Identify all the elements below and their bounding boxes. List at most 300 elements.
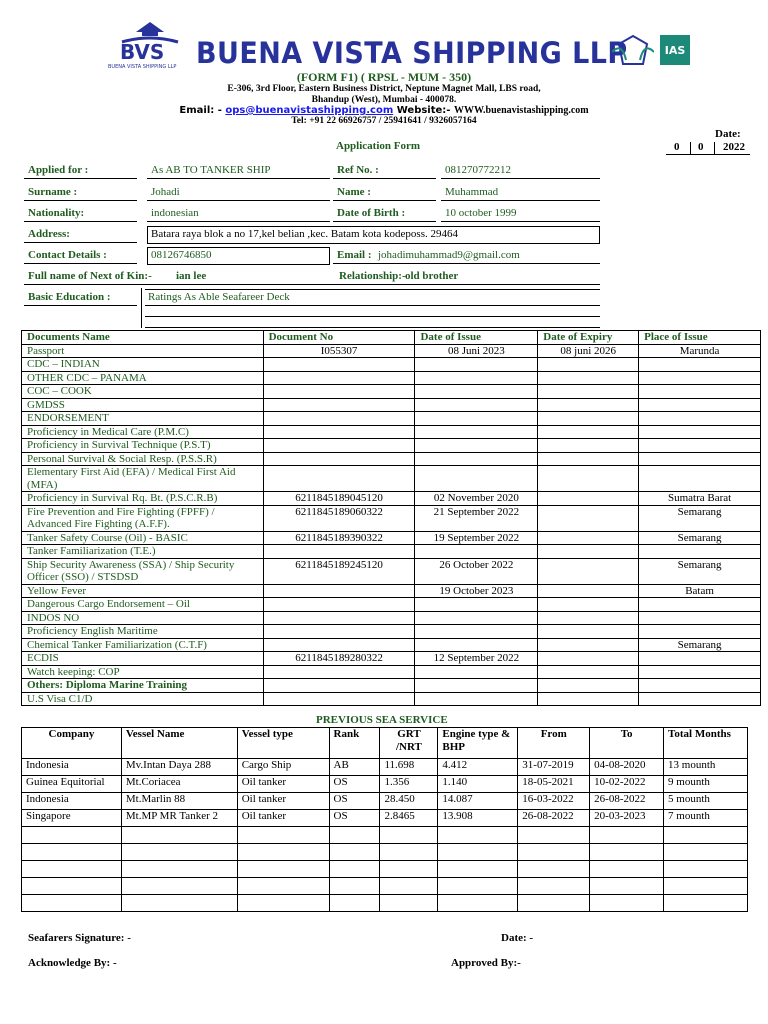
- documents-table: [21, 330, 761, 706]
- sea-service-cell[interactable]: 1.356: [380, 776, 438, 793]
- logo-subtitle: BUENA VISTA SHIPPING LLP: [108, 64, 177, 70]
- document-value-cell[interactable]: 12 September 2022: [415, 652, 538, 666]
- document-value-cell[interactable]: [263, 371, 415, 385]
- email-field[interactable]: johadimuhammad9@gmail.com: [378, 249, 520, 261]
- sea-service-cell[interactable]: [22, 861, 122, 878]
- document-value-cell[interactable]: [263, 358, 415, 372]
- emblem-icon: [612, 34, 654, 68]
- document-value-cell[interactable]: [538, 398, 639, 412]
- document-value-cell[interactable]: [538, 598, 639, 612]
- sea-service-cell[interactable]: [590, 844, 664, 861]
- document-name-cell: Proficiency in Survival Rq. Bt. (P.S.C.R.B): [22, 492, 264, 506]
- applied-for-field[interactable]: As AB TO TANKER SHIP: [151, 164, 271, 176]
- document-value-cell[interactable]: [538, 466, 639, 492]
- sea-service-cell[interactable]: [518, 895, 590, 912]
- sea-service-row: [22, 827, 748, 844]
- document-value-cell[interactable]: [263, 452, 415, 466]
- sea-service-cell[interactable]: Mt.Marlin 88: [121, 793, 237, 810]
- name-field[interactable]: Muhammad: [445, 186, 499, 198]
- sea-service-cell[interactable]: Guinea Equitorial: [22, 776, 122, 793]
- sea-service-cell[interactable]: [121, 878, 237, 895]
- form-code: (FORM F1) ( RPSL - MUM - 350): [296, 70, 472, 84]
- document-value-cell[interactable]: [639, 625, 761, 639]
- sea-service-cell[interactable]: [518, 827, 590, 844]
- document-value-cell[interactable]: 21 September 2022: [415, 505, 538, 531]
- documents-header-cell: Documents Name: [22, 331, 264, 345]
- sea-service-cell[interactable]: Oil tanker: [237, 810, 329, 827]
- kin-field[interactable]: ian lee: [176, 270, 207, 282]
- document-row: [22, 398, 761, 412]
- ref-no-field[interactable]: 081270772212: [445, 164, 511, 176]
- document-value-cell[interactable]: [263, 625, 415, 639]
- document-value-cell[interactable]: [639, 598, 761, 612]
- document-value-cell[interactable]: [639, 412, 761, 426]
- sea-service-cell[interactable]: [664, 895, 748, 912]
- document-value-cell[interactable]: [415, 385, 538, 399]
- sea-service-cell[interactable]: Oil tanker: [237, 793, 329, 810]
- sea-service-cell[interactable]: 11.698: [380, 759, 438, 776]
- document-value-cell[interactable]: [538, 505, 639, 531]
- document-value-cell[interactable]: [538, 412, 639, 426]
- sea-service-cell[interactable]: Mt.Coriacea: [121, 776, 237, 793]
- document-value-cell[interactable]: [639, 692, 761, 706]
- document-value-cell[interactable]: 6211845189280322: [263, 652, 415, 666]
- document-value-cell[interactable]: [538, 692, 639, 706]
- sea-service-cell[interactable]: 13 mounth: [664, 759, 748, 776]
- sea-service-cell[interactable]: 18-05-2021: [518, 776, 590, 793]
- document-name-cell: CDC – INDIAN: [22, 358, 264, 372]
- documents-header-cell: Document No: [263, 331, 415, 345]
- document-row: [22, 439, 761, 453]
- document-value-cell[interactable]: Batam: [639, 584, 761, 598]
- sea-service-cell[interactable]: [438, 895, 518, 912]
- document-row: [22, 425, 761, 439]
- document-value-cell[interactable]: [538, 452, 639, 466]
- document-value-cell[interactable]: [263, 425, 415, 439]
- document-row: [22, 611, 761, 625]
- document-value-cell[interactable]: [639, 652, 761, 666]
- document-name-cell: Elementary First Aid (EFA) / Medical First Aid (MFA): [22, 466, 264, 492]
- document-value-cell[interactable]: [639, 611, 761, 625]
- documents-header-cell: Date of Issue: [415, 331, 538, 345]
- sea-service-cell[interactable]: AB: [329, 759, 380, 776]
- document-value-cell[interactable]: [538, 652, 639, 666]
- document-value-cell[interactable]: [415, 679, 538, 693]
- document-value-cell[interactable]: [538, 385, 639, 399]
- ref-no-label: Ref No. :: [337, 164, 379, 176]
- sea-service-row: [22, 810, 748, 827]
- document-value-cell[interactable]: [415, 425, 538, 439]
- sea-service-header-cell: Engine type & BHP: [438, 728, 518, 759]
- sea-service-header-row: [22, 728, 748, 759]
- document-value-cell[interactable]: 19 October 2023: [415, 584, 538, 598]
- sea-service-cell[interactable]: [22, 844, 122, 861]
- document-value-cell[interactable]: [639, 439, 761, 453]
- document-row: [22, 531, 761, 545]
- document-value-cell[interactable]: 6211845189045120: [263, 492, 415, 506]
- sea-service-header-cell: Vessel type: [237, 728, 329, 759]
- kin-label: Full name of Next of Kin:-: [28, 270, 152, 282]
- document-name-cell: Proficiency in Survival Technique (P.S.T): [22, 439, 264, 453]
- sea-service-cell[interactable]: 20-03-2023: [590, 810, 664, 827]
- form-title: Application Form: [336, 140, 421, 152]
- sea-service-cell[interactable]: 28.450: [380, 793, 438, 810]
- document-value-cell[interactable]: [263, 679, 415, 693]
- document-value-cell[interactable]: [538, 638, 639, 652]
- sea-service-cell[interactable]: 4.412: [438, 759, 518, 776]
- document-row: [22, 652, 761, 666]
- sea-service-cell[interactable]: [237, 878, 329, 895]
- document-row: [22, 638, 761, 652]
- sea-service-cell[interactable]: [121, 827, 237, 844]
- sea-service-header-cell: To: [590, 728, 664, 759]
- document-row: [22, 625, 761, 639]
- documents-header-cell: Date of Expiry: [538, 331, 639, 345]
- acknowledged-by: Acknowledge By: -: [28, 957, 117, 969]
- contact-value: 08126746850: [151, 249, 212, 261]
- address-label: Address:: [28, 228, 70, 240]
- sea-service-header-cell: Rank: [329, 728, 380, 759]
- document-value-cell[interactable]: Semarang: [639, 558, 761, 584]
- document-value-cell[interactable]: [415, 371, 538, 385]
- website-label: Website:-: [396, 105, 451, 116]
- document-value-cell[interactable]: [538, 679, 639, 693]
- nationality-label: Nationality:: [28, 207, 85, 219]
- contact-field[interactable]: [147, 247, 330, 265]
- document-value-cell[interactable]: [639, 385, 761, 399]
- sea-service-cell[interactable]: [121, 844, 237, 861]
- document-value-cell[interactable]: [639, 679, 761, 693]
- sea-service-cell[interactable]: [329, 827, 380, 844]
- document-name-cell: Dangerous Cargo Endorsement – Oil: [22, 598, 264, 612]
- sea-service-cell[interactable]: Oil tanker: [237, 776, 329, 793]
- document-value-cell[interactable]: 08 Juni 2023: [415, 344, 538, 358]
- document-value-cell[interactable]: [415, 398, 538, 412]
- document-value-cell[interactable]: [639, 452, 761, 466]
- sea-service-cell[interactable]: [380, 895, 438, 912]
- document-value-cell[interactable]: [415, 638, 538, 652]
- sea-service-cell[interactable]: [590, 895, 664, 912]
- sea-service-header-cell: Vessel Name: [121, 728, 237, 759]
- document-value-cell[interactable]: [263, 412, 415, 426]
- document-row: [22, 505, 761, 531]
- sea-service-cell[interactable]: 5 mounth: [664, 793, 748, 810]
- document-row: [22, 679, 761, 693]
- sea-service-cell[interactable]: [590, 878, 664, 895]
- document-value-cell[interactable]: [538, 492, 639, 506]
- sea-service-cell[interactable]: [237, 895, 329, 912]
- document-value-cell[interactable]: [538, 584, 639, 598]
- document-value-cell[interactable]: [415, 466, 538, 492]
- date-year[interactable]: 2022: [723, 141, 745, 153]
- company-address-line2: Bhandup (West), Mumbai - 400078.: [311, 95, 457, 105]
- sea-service-cell[interactable]: 04-08-2020: [590, 759, 664, 776]
- document-value-cell[interactable]: [263, 692, 415, 706]
- document-name-cell: Yellow Fever: [22, 584, 264, 598]
- signature-date: Date: -: [501, 932, 534, 944]
- document-value-cell[interactable]: Semarang: [639, 531, 761, 545]
- document-name-cell: Chemical Tanker Familiarization (C.T.F): [22, 638, 264, 652]
- document-row: [22, 344, 761, 358]
- dob-label: Date of Birth :: [337, 207, 406, 219]
- sea-service-header-cell: GRT /NRT: [380, 728, 438, 759]
- sea-service-cell[interactable]: 26-08-2022: [518, 810, 590, 827]
- approved-by: Approved By:-: [451, 957, 521, 969]
- document-value-cell[interactable]: [639, 545, 761, 559]
- document-value-cell[interactable]: Sumatra Barat: [639, 492, 761, 506]
- date-boxes: [666, 141, 750, 155]
- sea-service-cell[interactable]: 2.8465: [380, 810, 438, 827]
- sea-service-cell[interactable]: Cargo Ship: [237, 759, 329, 776]
- document-value-cell[interactable]: [263, 398, 415, 412]
- document-value-cell[interactable]: [538, 358, 639, 372]
- sea-service-cell[interactable]: [22, 878, 122, 895]
- document-value-cell[interactable]: [415, 358, 538, 372]
- sea-service-cell[interactable]: [518, 844, 590, 861]
- email-field-label: Email :: [337, 249, 372, 261]
- document-value-cell[interactable]: [639, 398, 761, 412]
- sea-service-row: [22, 878, 748, 895]
- sea-service-cell[interactable]: [664, 827, 748, 844]
- applied-for-label: Applied for :: [28, 164, 89, 176]
- logo-short: BVS: [120, 40, 165, 64]
- sea-service-cell[interactable]: [438, 878, 518, 895]
- document-row: [22, 692, 761, 706]
- document-value-cell[interactable]: [263, 545, 415, 559]
- sea-service-cell[interactable]: [22, 827, 122, 844]
- document-row: [22, 412, 761, 426]
- document-value-cell[interactable]: 02 November 2020: [415, 492, 538, 506]
- documents-header-cell: Place of Issue: [639, 331, 761, 345]
- document-value-cell[interactable]: [415, 439, 538, 453]
- sea-service-header-cell: Company: [22, 728, 122, 759]
- document-value-cell[interactable]: [415, 611, 538, 625]
- address-value: Batara raya blok a no 17,kel belian ,kec. Batam kota kodeposs. 29464: [151, 228, 458, 240]
- sea-service-cell[interactable]: 13.908: [438, 810, 518, 827]
- sea-service-cell[interactable]: [329, 861, 380, 878]
- document-row: [22, 584, 761, 598]
- sea-service-cell[interactable]: Indonesia: [22, 759, 122, 776]
- sea-service-row: [22, 793, 748, 810]
- document-value-cell[interactable]: [538, 371, 639, 385]
- documents-header-row: [22, 331, 761, 345]
- sea-service-cell[interactable]: [329, 844, 380, 861]
- sea-service-cell[interactable]: [518, 861, 590, 878]
- document-name-cell: U.S Visa C1/D: [22, 692, 264, 706]
- document-row: [22, 665, 761, 679]
- contact-line: [0, 105, 768, 116]
- document-row: [22, 466, 761, 492]
- document-name-cell: ECDIS: [22, 652, 264, 666]
- sea-service-cell[interactable]: [237, 844, 329, 861]
- document-name-cell: INDOS NO: [22, 611, 264, 625]
- ias-badge: IAS: [660, 35, 690, 65]
- document-value-cell[interactable]: [263, 598, 415, 612]
- sea-service-cell[interactable]: OS: [329, 793, 380, 810]
- document-value-cell[interactable]: 6211845189245120: [263, 558, 415, 584]
- document-value-cell[interactable]: [538, 611, 639, 625]
- document-value-cell[interactable]: [263, 665, 415, 679]
- document-value-cell[interactable]: [639, 665, 761, 679]
- sea-service-cell[interactable]: [121, 895, 237, 912]
- document-value-cell[interactable]: [263, 439, 415, 453]
- sea-service-cell[interactable]: Indonesia: [22, 793, 122, 810]
- document-value-cell[interactable]: Semarang: [639, 505, 761, 531]
- date-month[interactable]: 0: [698, 141, 704, 153]
- sea-service-header-cell: Total Months: [664, 728, 748, 759]
- document-value-cell[interactable]: [538, 558, 639, 584]
- sea-service-cell[interactable]: [590, 827, 664, 844]
- sea-service-cell[interactable]: [380, 844, 438, 861]
- document-value-cell[interactable]: [263, 385, 415, 399]
- sea-service-cell[interactable]: [121, 861, 237, 878]
- sea-service-row: [22, 759, 748, 776]
- document-value-cell[interactable]: [263, 638, 415, 652]
- name-label: Name :: [337, 186, 371, 198]
- sea-service-cell[interactable]: OS: [329, 776, 380, 793]
- document-value-cell[interactable]: [415, 452, 538, 466]
- sea-service-cell[interactable]: [664, 844, 748, 861]
- date-day[interactable]: 0: [674, 141, 680, 153]
- document-name-cell: ENDORSEMENT: [22, 412, 264, 426]
- document-name-cell: Passport: [22, 344, 264, 358]
- document-value-cell[interactable]: [415, 665, 538, 679]
- company-address-line1: E-306, 3rd Floor, Eastern Business District, Neptune Magnet Mall, LBS road,: [227, 84, 541, 94]
- document-row: [22, 492, 761, 506]
- address-field[interactable]: [147, 226, 600, 244]
- document-value-cell[interactable]: [639, 425, 761, 439]
- sea-service-cell[interactable]: OS: [329, 810, 380, 827]
- sea-service-cell[interactable]: [438, 844, 518, 861]
- document-name-cell: Proficiency English Maritime: [22, 625, 264, 639]
- sea-service-cell[interactable]: 1.140: [438, 776, 518, 793]
- document-value-cell[interactable]: 6211845189060322: [263, 505, 415, 531]
- date-label: Date:: [715, 128, 741, 140]
- document-value-cell[interactable]: [538, 439, 639, 453]
- document-value-cell[interactable]: [415, 625, 538, 639]
- sea-service-cell[interactable]: [237, 861, 329, 878]
- document-value-cell[interactable]: [538, 625, 639, 639]
- document-value-cell[interactable]: [415, 598, 538, 612]
- document-value-cell[interactable]: 08 juni 2026: [538, 344, 639, 358]
- document-row: [22, 358, 761, 372]
- sea-service-cell[interactable]: [380, 861, 438, 878]
- document-value-cell[interactable]: [538, 425, 639, 439]
- document-row: [22, 385, 761, 399]
- company-website: WWW.buenavistashipping.com: [453, 105, 589, 116]
- document-value-cell[interactable]: 6211845189390322: [263, 531, 415, 545]
- document-value-cell[interactable]: 19 September 2022: [415, 531, 538, 545]
- sea-service-cell[interactable]: [329, 878, 380, 895]
- sea-service-cell[interactable]: 9 mounth: [664, 776, 748, 793]
- sea-service-cell[interactable]: [237, 827, 329, 844]
- company-telephone: Tel: +91 22 66926757 / 25941641 / 9326057164: [291, 116, 477, 126]
- sea-service-table: [21, 727, 748, 912]
- document-name-cell: Personal Survival & Social Resp. (P.S.S.R): [22, 452, 264, 466]
- relationship-field[interactable]: old brother: [405, 270, 459, 282]
- relationship-label: Relationship:-: [339, 270, 406, 282]
- document-row: [22, 598, 761, 612]
- sea-service-cell[interactable]: [438, 861, 518, 878]
- sea-service-cell[interactable]: 10-02-2022: [590, 776, 664, 793]
- sea-service-cell[interactable]: Singapore: [22, 810, 122, 827]
- education-label: Basic Education :: [28, 291, 111, 303]
- document-value-cell[interactable]: 26 October 2022: [415, 558, 538, 584]
- company-name: BUENA VISTA SHIPPING LLP: [196, 36, 628, 70]
- document-name-cell: OTHER CDC – PANAMA: [22, 371, 264, 385]
- document-value-cell[interactable]: [263, 584, 415, 598]
- sea-service-row: [22, 844, 748, 861]
- sea-service-cell[interactable]: [22, 895, 122, 912]
- sea-service-cell[interactable]: [438, 827, 518, 844]
- email-label: Email: -: [179, 105, 222, 116]
- sea-service-row: [22, 861, 748, 878]
- document-name-cell: Ship Security Awareness (SSA) / Ship Security Officer (SSO) / STSDSD: [22, 558, 264, 584]
- seafarer-signature: Seafarers Signature: -: [28, 932, 131, 944]
- document-name-cell: COC – COOK: [22, 385, 264, 399]
- sea-service-row: [22, 895, 748, 912]
- document-value-cell[interactable]: [263, 466, 415, 492]
- document-value-cell[interactable]: I055307: [263, 344, 415, 358]
- document-name-cell: GMDSS: [22, 398, 264, 412]
- document-value-cell[interactable]: [538, 531, 639, 545]
- document-row: [22, 371, 761, 385]
- sea-service-cell[interactable]: [380, 827, 438, 844]
- surname-label: Surname :: [28, 186, 78, 198]
- sea-service-row: [22, 776, 748, 793]
- document-value-cell[interactable]: Semarang: [639, 638, 761, 652]
- document-value-cell[interactable]: [415, 412, 538, 426]
- sea-service-cell[interactable]: [664, 878, 748, 895]
- document-value-cell[interactable]: [538, 545, 639, 559]
- sea-service-cell[interactable]: [518, 878, 590, 895]
- sea-service-cell[interactable]: 14.087: [438, 793, 518, 810]
- document-value-cell[interactable]: [639, 358, 761, 372]
- sea-service-cell[interactable]: Mt.MP MR Tanker 2: [121, 810, 237, 827]
- document-value-cell[interactable]: [639, 371, 761, 385]
- sea-service-cell[interactable]: 16-03-2022: [518, 793, 590, 810]
- surname-field[interactable]: Johadi: [151, 186, 180, 198]
- company-email-link[interactable]: ops@buenavistashipping.com: [225, 105, 394, 116]
- document-row: [22, 558, 761, 584]
- education-field[interactable]: Ratings As Able Seafareer Deck: [148, 291, 290, 303]
- sea-service-cell[interactable]: [664, 861, 748, 878]
- document-name-cell: Proficiency in Medical Care (P.M.C): [22, 425, 264, 439]
- document-row: [22, 545, 761, 559]
- document-name-cell: Tanker Familiarization (T.E.): [22, 545, 264, 559]
- sea-service-cell[interactable]: 7 mounth: [664, 810, 748, 827]
- document-value-cell[interactable]: [415, 545, 538, 559]
- document-name-cell: Others: Diploma Marine Training: [22, 679, 264, 693]
- dob-field[interactable]: 10 october 1999: [445, 207, 517, 219]
- document-value-cell[interactable]: [263, 611, 415, 625]
- nationality-field[interactable]: indonesian: [151, 207, 199, 219]
- company-logo: [108, 18, 192, 74]
- sea-service-cell[interactable]: Mv.Intan Daya 288: [121, 759, 237, 776]
- document-value-cell[interactable]: [639, 466, 761, 492]
- document-value-cell[interactable]: [538, 665, 639, 679]
- document-row: [22, 452, 761, 466]
- document-value-cell[interactable]: Marunda: [639, 344, 761, 358]
- sea-service-title: PREVIOUS SEA SERVICE: [316, 714, 448, 726]
- sea-service-cell[interactable]: [380, 878, 438, 895]
- document-value-cell[interactable]: [415, 692, 538, 706]
- sea-service-cell[interactable]: [590, 861, 664, 878]
- sea-service-cell[interactable]: 26-08-2022: [590, 793, 664, 810]
- sea-service-cell[interactable]: 31-07-2019: [518, 759, 590, 776]
- sea-service-cell[interactable]: [329, 895, 380, 912]
- document-name-cell: Watch keeping: COP: [22, 665, 264, 679]
